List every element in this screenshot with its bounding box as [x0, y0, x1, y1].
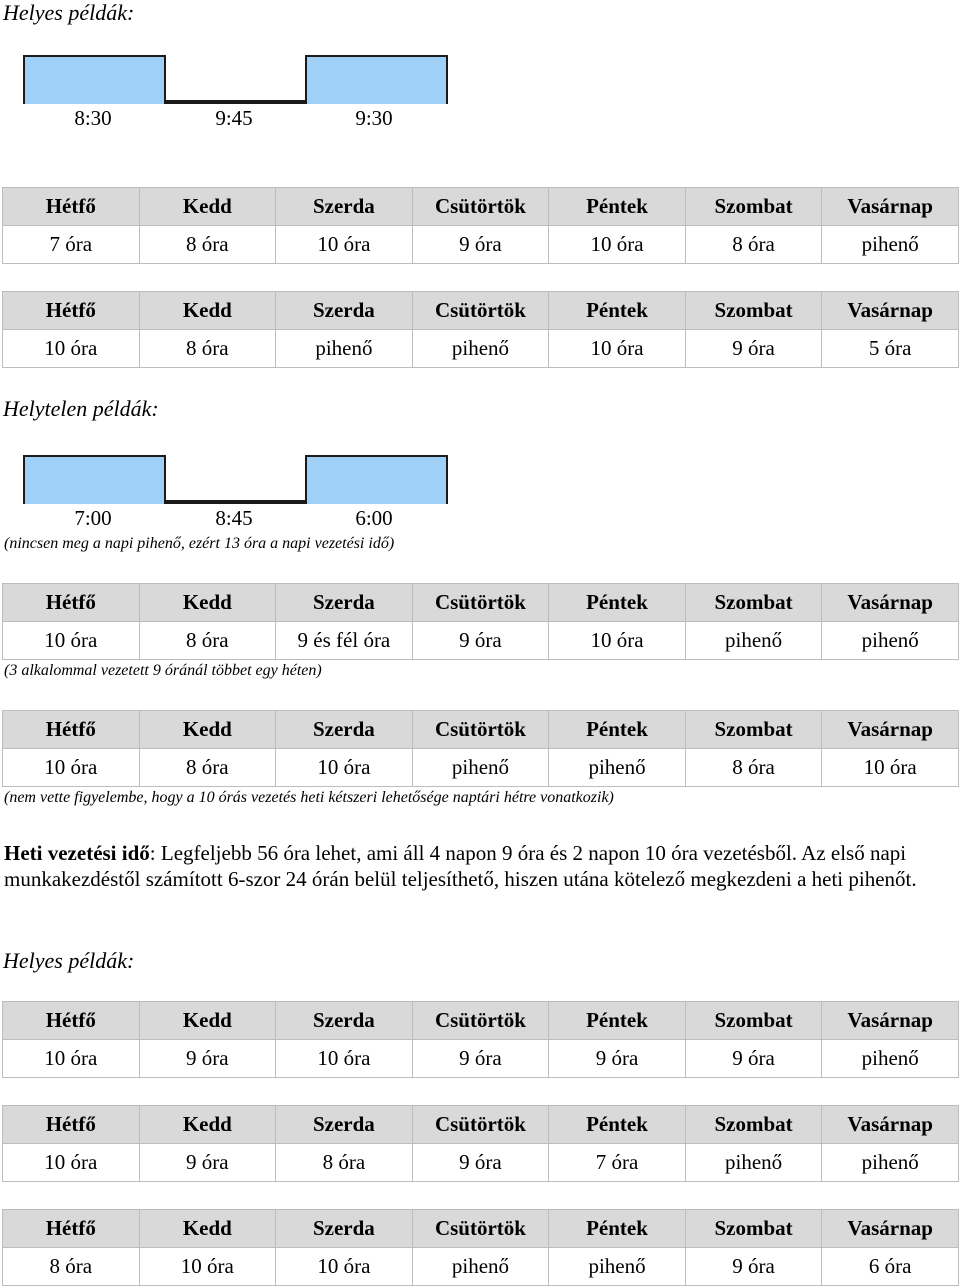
day-header-cell: Szombat — [685, 1106, 822, 1144]
note: (3 alkalommal vezetett 9 óránál többet egy héten) — [4, 662, 322, 679]
hours-cell: pihenő — [685, 1144, 822, 1182]
day-header-cell: Hétfő — [3, 584, 140, 622]
hours-cell: 10 óra — [276, 226, 413, 264]
day-header-cell: Vasárnap — [822, 1002, 959, 1040]
day-header-cell: Péntek — [549, 1106, 686, 1144]
day-header-cell: Vasárnap — [822, 711, 959, 749]
hours-cell: 10 óra — [276, 749, 413, 787]
day-header-cell: Szombat — [685, 1210, 822, 1248]
time-label: 7:00 — [74, 506, 112, 530]
hours-cell: 10 óra — [3, 622, 140, 660]
hours-cell: pihenő — [822, 622, 959, 660]
hours-cell: 8 óra — [685, 749, 822, 787]
day-header-cell: Csütörtök — [412, 711, 549, 749]
day-header-cell: Hétfő — [3, 1002, 140, 1040]
day-header-cell: Péntek — [549, 711, 686, 749]
day-header-cell: Csütörtök — [412, 1002, 549, 1040]
hours-cell: 10 óra — [822, 749, 959, 787]
day-header-cell: Hétfő — [3, 292, 140, 330]
day-header-cell: Szombat — [685, 711, 822, 749]
hours-cell: pihenő — [412, 330, 549, 368]
hours-row — [3, 1144, 959, 1182]
week-table — [2, 583, 959, 660]
time-label: 9:30 — [355, 106, 393, 130]
day-header-cell: Csütörtök — [412, 584, 549, 622]
day-header-cell: Kedd — [139, 1106, 276, 1144]
hours-cell: 10 óra — [549, 226, 686, 264]
rest-line — [164, 500, 307, 504]
hours-cell: 10 óra — [3, 1040, 140, 1078]
time-label: 8:30 — [74, 106, 112, 130]
week-table — [2, 1001, 959, 1078]
paragraph-text: : Legfeljebb 56 óra lehet, ami áll 4 napon 9 óra és 2 napon 10 óra vezetésből. Az első napi munkakezdéstől számított 6-szor 24 órán belül teljesíthető, hiszen utána kötelező megkezdeni a heti pihenőt. — [4, 841, 917, 891]
day-header-cell: Vasárnap — [822, 292, 959, 330]
day-header-cell: Szerda — [276, 1002, 413, 1040]
day-header-cell: Csütörtök — [412, 188, 549, 226]
driving-block — [23, 55, 166, 104]
hours-cell: 7 óra — [3, 226, 140, 264]
day-header-cell: Péntek — [549, 188, 686, 226]
weekly-driving-time-paragraph — [4, 840, 954, 892]
hours-cell: 8 óra — [139, 622, 276, 660]
week-table — [2, 1105, 959, 1182]
time-label: 6:00 — [355, 506, 393, 530]
hours-cell: 9 óra — [685, 1040, 822, 1078]
day-header-cell: Szombat — [685, 188, 822, 226]
day-header-cell: Kedd — [139, 292, 276, 330]
hours-cell: 8 óra — [3, 1248, 140, 1286]
note: (nincsen meg a napi pihenő, ezért 13 óra a napi vezetési idő) — [4, 535, 395, 552]
day-header-cell: Kedd — [139, 584, 276, 622]
driving-block — [23, 455, 166, 504]
week-table — [2, 291, 959, 368]
hours-cell: 9 óra — [412, 1144, 549, 1182]
hours-cell: 9 óra — [139, 1040, 276, 1078]
hours-cell: 5 óra — [822, 330, 959, 368]
day-header-row — [3, 1106, 959, 1144]
week-table — [2, 710, 959, 787]
day-header-cell: Péntek — [549, 1002, 686, 1040]
hours-cell: pihenő — [822, 1040, 959, 1078]
hours-cell: 10 óra — [549, 330, 686, 368]
hours-cell: 10 óra — [3, 330, 140, 368]
hours-cell: 9 óra — [549, 1040, 686, 1078]
day-header-cell: Csütörtök — [412, 1106, 549, 1144]
hours-cell: pihenő — [276, 330, 413, 368]
day-header-row — [3, 292, 959, 330]
day-header-cell: Kedd — [139, 1210, 276, 1248]
day-header-cell: Kedd — [139, 1002, 276, 1040]
day-header-row — [3, 1002, 959, 1040]
hours-row — [3, 330, 959, 368]
hours-cell: 9 óra — [139, 1144, 276, 1182]
day-header-cell: Péntek — [549, 584, 686, 622]
day-header-cell: Szerda — [276, 292, 413, 330]
day-header-cell: Szombat — [685, 584, 822, 622]
hours-cell: pihenő — [822, 226, 959, 264]
hours-cell: 10 óra — [276, 1248, 413, 1286]
day-header-cell: Hétfő — [3, 1210, 140, 1248]
hours-cell: 8 óra — [139, 330, 276, 368]
day-header-cell: Hétfő — [3, 1106, 140, 1144]
day-header-row — [3, 188, 959, 226]
hours-cell: 10 óra — [3, 749, 140, 787]
hours-row — [3, 226, 959, 264]
day-header-cell: Péntek — [549, 1210, 686, 1248]
day-header-cell: Szerda — [276, 188, 413, 226]
hours-cell: 10 óra — [276, 1040, 413, 1078]
hours-row — [3, 749, 959, 787]
hours-cell: 9 óra — [412, 622, 549, 660]
driving-block — [305, 455, 448, 504]
day-header-cell: Szombat — [685, 292, 822, 330]
hours-cell: 10 óra — [549, 622, 686, 660]
hours-cell: 9 óra — [412, 1040, 549, 1078]
day-header-cell: Szerda — [276, 1210, 413, 1248]
day-header-cell: Szerda — [276, 584, 413, 622]
day-header-cell: Hétfő — [3, 711, 140, 749]
day-header-cell: Vasárnap — [822, 1106, 959, 1144]
hours-cell: 10 óra — [139, 1248, 276, 1286]
hours-cell: 8 óra — [685, 226, 822, 264]
day-header-cell: Csütörtök — [412, 292, 549, 330]
hours-cell: 7 óra — [549, 1144, 686, 1182]
driving-block — [305, 55, 448, 104]
day-header-cell: Szerda — [276, 711, 413, 749]
day-header-cell: Szombat — [685, 1002, 822, 1040]
time-label: 9:45 — [215, 106, 253, 130]
day-header-cell: Hétfő — [3, 188, 140, 226]
hours-cell: pihenő — [412, 1248, 549, 1286]
day-header-cell: Szerda — [276, 1106, 413, 1144]
paragraph-bold-term: Heti vezetési idő — [4, 841, 150, 865]
hours-cell: 6 óra — [822, 1248, 959, 1286]
hours-row — [3, 622, 959, 660]
day-header-row — [3, 1210, 959, 1248]
note: (nem vette figyelembe, hogy a 10 órás vezetés heti kétszeri lehetősége naptári hétre vonatkozik) — [4, 789, 614, 806]
day-header-cell: Vasárnap — [822, 584, 959, 622]
hours-row — [3, 1040, 959, 1078]
week-table — [2, 1209, 959, 1286]
hours-row — [3, 1248, 959, 1286]
hours-cell: 9 és fél óra — [276, 622, 413, 660]
day-header-cell: Péntek — [549, 292, 686, 330]
week-table — [2, 187, 959, 264]
section-heading-incorrect: Helytelen példák: — [3, 396, 159, 421]
hours-cell: 9 óra — [685, 1248, 822, 1286]
day-header-row — [3, 584, 959, 622]
hours-cell: 8 óra — [139, 749, 276, 787]
hours-cell: 10 óra — [3, 1144, 140, 1182]
day-header-cell: Kedd — [139, 711, 276, 749]
hours-cell: 9 óra — [685, 330, 822, 368]
hours-cell: 9 óra — [412, 226, 549, 264]
day-header-row — [3, 711, 959, 749]
section-heading-correct-2: Helyes példák: — [3, 948, 135, 973]
hours-cell: pihenő — [549, 749, 686, 787]
day-header-cell: Vasárnap — [822, 1210, 959, 1248]
hours-cell: 8 óra — [276, 1144, 413, 1182]
hours-cell: pihenő — [412, 749, 549, 787]
rest-line — [164, 100, 307, 104]
hours-cell: pihenő — [822, 1144, 959, 1182]
section-heading-correct-1: Helyes példák: — [3, 0, 135, 25]
day-header-cell: Csütörtök — [412, 1210, 549, 1248]
time-label: 8:45 — [215, 506, 253, 530]
day-header-cell: Vasárnap — [822, 188, 959, 226]
hours-cell: pihenő — [549, 1248, 686, 1286]
day-header-cell: Kedd — [139, 188, 276, 226]
hours-cell: 8 óra — [139, 226, 276, 264]
hours-cell: pihenő — [685, 622, 822, 660]
